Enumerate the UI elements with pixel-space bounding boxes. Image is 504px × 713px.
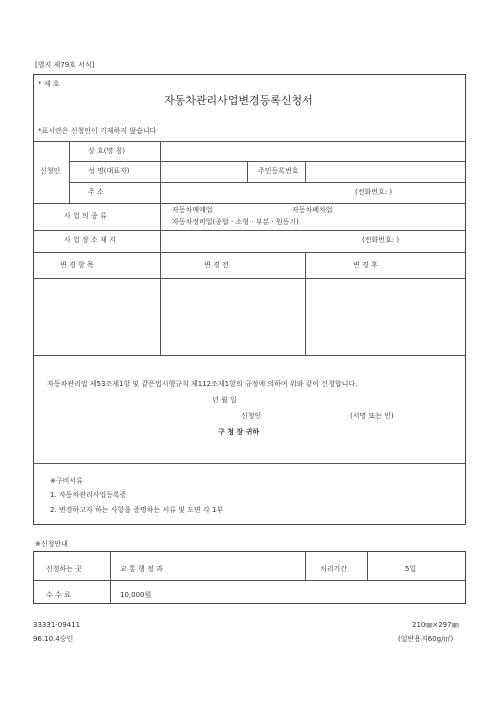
divider xyxy=(33,580,466,581)
divider xyxy=(69,141,70,203)
divider xyxy=(69,161,466,162)
paper-type: (일반용지60g/㎡) xyxy=(398,635,454,643)
divider xyxy=(33,278,466,279)
submit-place-value: 교 통 행 정 과 xyxy=(120,565,163,573)
processing-period-label: 처리기간 xyxy=(320,565,348,573)
divider xyxy=(305,161,306,182)
business-type-option: 자동차매매업 xyxy=(172,206,213,214)
paper-size: 210㎜×297㎜ xyxy=(412,621,459,629)
before-change-header: 변 경 전 xyxy=(204,261,229,269)
signature-label: (서명 또는 인) xyxy=(350,412,394,420)
divider xyxy=(69,182,466,183)
business-type-label: 사 업 의 종 류 xyxy=(64,212,107,220)
processing-period-value: 5일 xyxy=(405,565,417,573)
recipient-label: 구 청 장 귀하 xyxy=(218,428,260,436)
fee-value: 10,000원 xyxy=(120,591,152,599)
divider xyxy=(160,278,161,355)
divider xyxy=(305,551,306,580)
divider xyxy=(33,141,466,142)
guide-header: ※신청안내 xyxy=(35,540,68,548)
form-note: *표시란은 신청인이 기재하지 않습니다 xyxy=(38,127,157,135)
guide-table xyxy=(33,551,466,604)
declaration-applicant: 신청인 xyxy=(241,412,262,420)
business-location-label: 사 업 장 소 재 지 xyxy=(64,236,116,244)
divider xyxy=(33,230,466,231)
name-rep-label: 성 명(대표자) xyxy=(88,167,130,175)
documents-header: ※구비서류 xyxy=(50,477,83,485)
divider xyxy=(367,551,368,580)
approval-date: 96.10.4승인 xyxy=(33,635,74,643)
divider xyxy=(305,252,306,355)
applicant-label: 신청인 xyxy=(40,167,61,175)
divider xyxy=(33,355,466,356)
business-type-option: 자동차폐차업 xyxy=(292,206,333,214)
page-title: 자동차관리사업변경등록신청서 xyxy=(164,94,313,107)
document-item: 2. 변경하고자 하는 사항을 증명하는 서류 및 도면 각 1부 xyxy=(50,506,224,514)
divider xyxy=(247,161,248,182)
after-change-header: 변 경 후 xyxy=(353,261,378,269)
business-phone-label: (전화번호: ) xyxy=(362,236,400,244)
document-item: 1. 자동차관리사업등록증 xyxy=(50,491,127,499)
address-label: 주 소 xyxy=(88,188,104,196)
divider xyxy=(33,252,466,253)
form-number: [별지 제79호 서식] xyxy=(35,61,95,69)
submit-place-label: 신청하는 곳 xyxy=(46,565,83,573)
divider xyxy=(160,141,161,278)
divider xyxy=(33,463,466,464)
business-type-option: 자동차정비업(종합 · 소형 · 부분 · 원동기) xyxy=(172,218,299,226)
divider xyxy=(110,551,111,604)
receipt-number-label: * 제 호 xyxy=(38,80,60,88)
fee-label: 수 수 료 xyxy=(46,591,71,599)
declaration-text: 자동차관리법 제53조제1항 및 같은법시행규칙 제112조제1항의 규정에 의하여 위와 같이 신청합니다. xyxy=(47,380,358,388)
resident-number-label: 주민등록번호 xyxy=(258,167,299,175)
form-code: 33331-09411 xyxy=(33,621,81,629)
trade-name-label: 상 호(명 칭) xyxy=(88,147,125,155)
divider xyxy=(33,203,466,204)
change-item-header: 변 경 항 목 xyxy=(60,261,94,269)
declaration-date: 년 월 일 xyxy=(212,396,237,404)
applicant-phone-label: (전화번호: ) xyxy=(355,188,393,196)
